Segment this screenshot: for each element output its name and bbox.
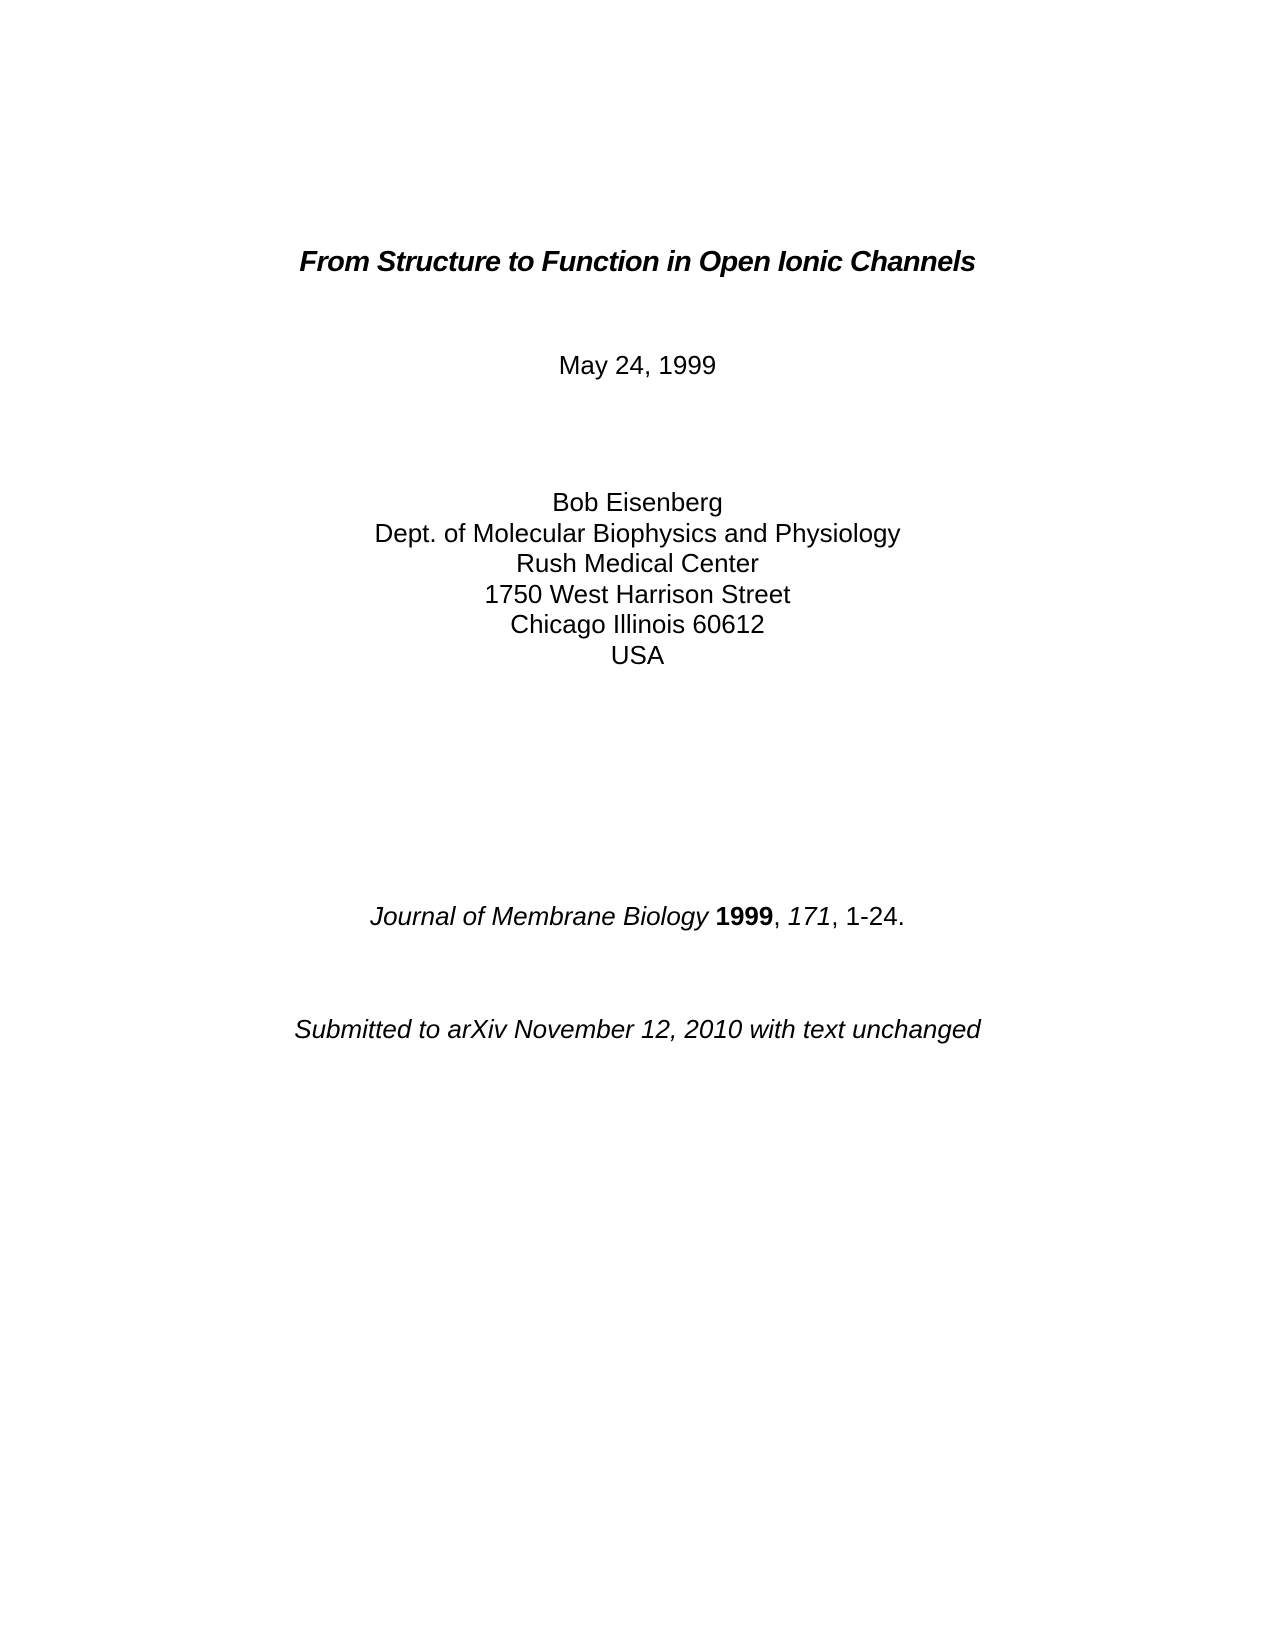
- author-block: [0, 487, 1275, 670]
- citation-volume: 171: [787, 901, 832, 931]
- paper-date: May 24, 1999: [558, 350, 717, 380]
- author-street: 1750 West Harrison Street: [484, 578, 791, 609]
- submission-note: Submitted to arXiv November 12, 2010 with text unchanged: [294, 1014, 981, 1044]
- citation-pages: , 1-24.: [831, 901, 905, 931]
- citation-year: 1999: [715, 901, 774, 931]
- author-country: USA: [610, 639, 665, 670]
- paper-title: From Structure to Function in Open Ionic Channels: [299, 246, 976, 278]
- author-name: Bob Eisenberg: [552, 487, 723, 517]
- author-institution: Rush Medical Center: [516, 548, 759, 578]
- author-department: Dept. of Molecular Biophysics and Physiology: [374, 517, 901, 548]
- citation-journal: Journal of Membrane Biology: [370, 901, 709, 931]
- author-city: Chicago Illinois 60612: [510, 609, 765, 639]
- journal-citation: [0, 901, 1275, 932]
- citation-separator: ,: [773, 901, 788, 931]
